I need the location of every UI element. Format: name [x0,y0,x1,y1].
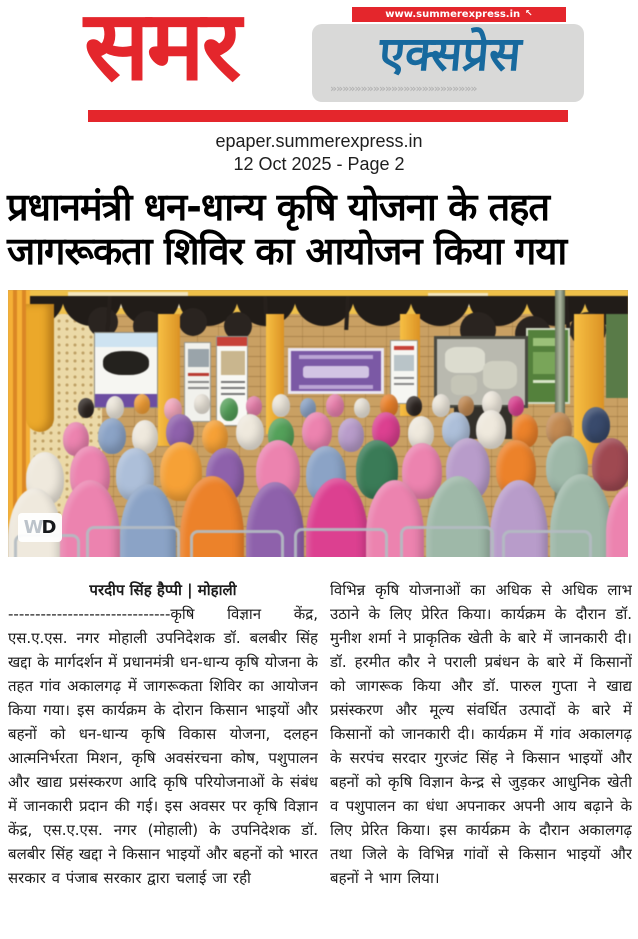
person [134,394,150,414]
newspaper-logo-hindi: समर [84,0,239,102]
person [406,396,422,416]
person [236,414,264,450]
watermark-letter-d: D [41,516,57,538]
person [606,486,628,557]
photo-watermark [18,513,62,542]
article-column-right: विभिन्न कृषि योजनाओं का अधिक से अधिक लाभ उठाने के लिए प्रेरित किया। कार्यक्रम के दौरान डॉ. मुनीश शर्मा ने प्राकृतिक खेती के बारे में जानकारी दी। डॉ. हरमीत कौर ने पराली प्रबंधन के बारे में किसानों को जागरूक किया और डॉ. पारुल गुप्ता ने खाद्य प्रसंस्करण और मूल्य संवर्धित उत्पादों के बारे में किसानों को जानकारी दी। कार्यक्रम में गांव अकालगढ़ के सरपंच सरदार गुरजंट सिंह ने किसान भाइयों और बहनों को कृषि विज्ञान केन्द्र से जुड़कर आधुनिक खेती व पशुपालन का धंधा अपनाकर अपनी आय बढ़ाने के लिए प्रेरित किया। इस कार्यक्रम के दौरान अकालगढ़ तथा जिले के विभिन्न गांवों से किसान भाइयों और बहनों ने भाग लिया। [330,581,632,887]
person [246,396,262,416]
byline: परदीप सिंह हैप्पी | मोहाली [89,581,237,599]
newspaper-logo-express: एक्सप्रेस [376,27,524,82]
masthead-url-text: www.summerexpress.in [385,9,521,20]
page-info [0,130,638,176]
article-column-left: ------------------------------कृषि विज्ञान केंद्र, एस.ए.एस. नगर मोहाली उपनिदेशक डॉ. बलबीर सिंह खद्दा के मार्गदर्शन में प्रधानमंत्री धन-धान्य कृषि योजना के तहत गांव अकालगढ़ में जागरूकता शिविर का आयोजन किया गया। इस कार्यक्रम के दोरान किसान भाइयों और बहनों को धन-धान्य कृषि विकास योजना, दलहन आत्मनिर्भरता मिशन, कृषि अवसंरचना कोष, पशुपालन और खाद्य प्रसंस्करण आदि कृषि परियोजनाओं के संबंध में जानकारी प्रदान की गई। इस अवसर पर कृषि विज्ञान केंद्र, एस.ए.एस. नगर (मोहाली) के उपनिदेशक डॉ. बलबीर सिंह खद्दा ने किसान भाइयों और बहनों को भारत सरकार व पंजाब सरकार द्वारा चलाई जा रही [8,605,318,887]
person [326,394,344,417]
person [78,398,94,418]
person [338,418,364,452]
masthead-url-bar [352,7,566,22]
person [582,407,610,443]
chair [294,528,388,557]
cursor-arrow-icon: ↖ [525,8,533,19]
chair [502,530,592,557]
person [432,394,450,417]
watermark-letter-w: W [23,516,42,538]
person [508,396,524,416]
epaper-site-text: epaper.summerexpress.in [215,131,423,151]
chair [86,526,180,557]
chair [190,530,284,557]
person [194,394,210,414]
audience-crowd [8,290,628,557]
article-headline [7,185,631,273]
photo-scene [8,290,628,557]
chevron-pattern-icon: »»»»»»»»»»»»»»»»»»»»»»»» [330,82,477,95]
chair [400,526,494,557]
masthead-red-bar [88,110,568,122]
person [98,418,126,454]
date-page-text: 12 Oct 2025 - Page 2 [233,154,405,174]
person [354,398,370,418]
person [272,394,290,417]
event-photo [8,290,628,557]
person [220,398,238,421]
person [106,396,124,419]
headline-line2: जागरूकता शिविर का आयोजन किया गया [7,229,567,273]
headline-line1: प्रधानमंत्री धन-धान्य कृषि योजना के तहत [7,185,549,229]
